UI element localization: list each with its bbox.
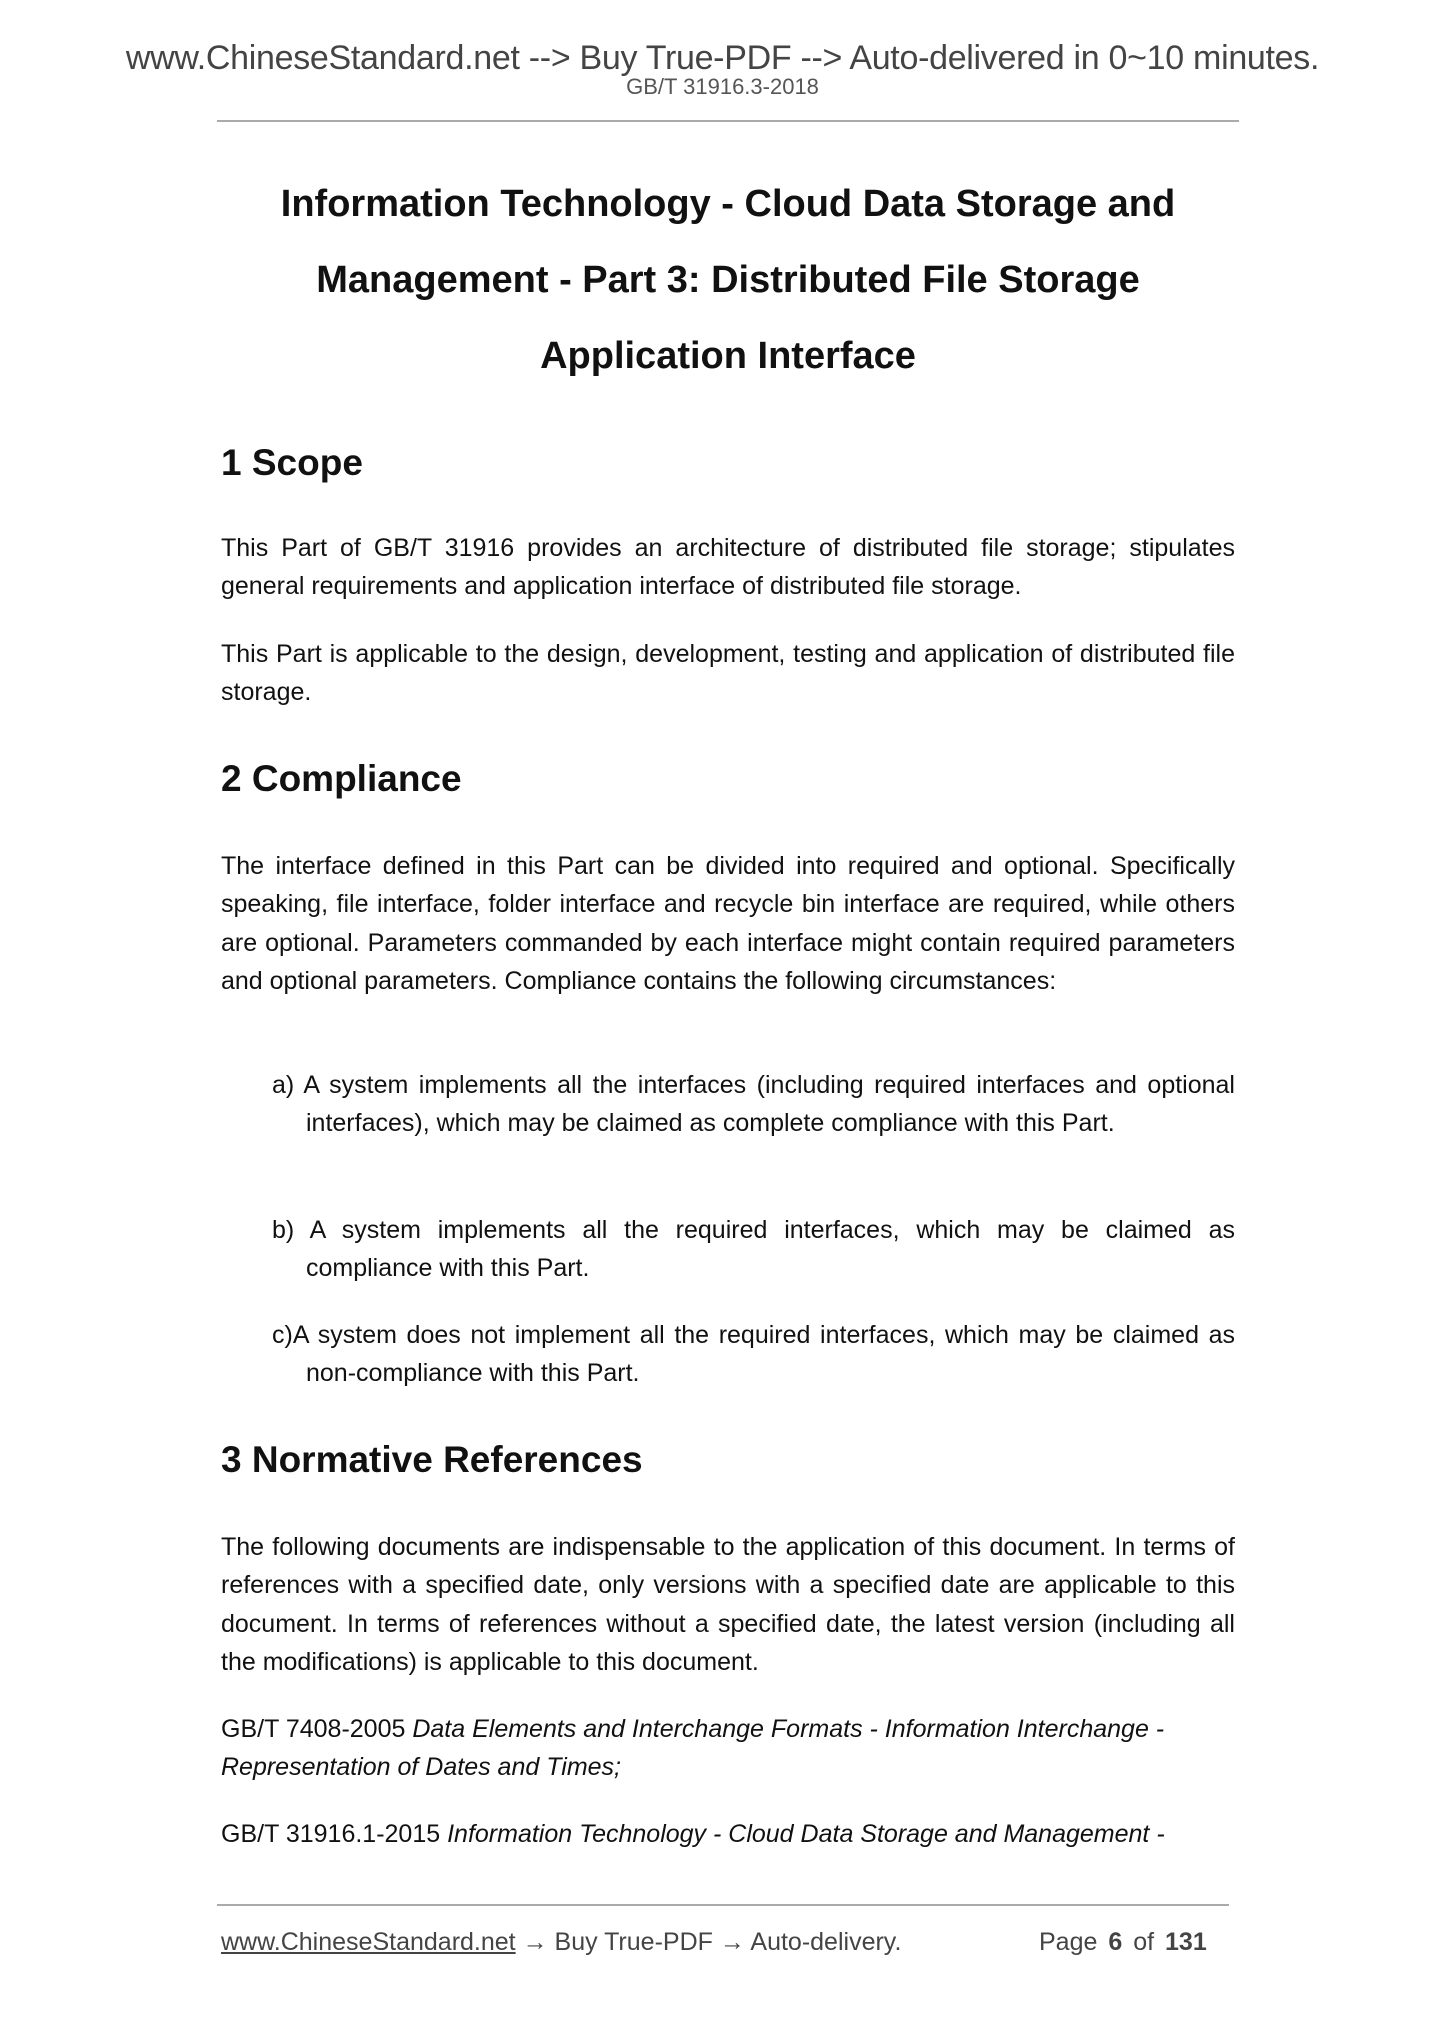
reference-title: Information Technology - Cloud Data Storage and Management - (447, 1820, 1165, 1848)
compliance-item-c (272, 1316, 1235, 1393)
title-line-2: Management - Part 3: Distributed File Storage (316, 259, 1140, 301)
references-paragraph: The following documents are indispensable to the application of this document. In terms of references with a specified date, only versions with a specified date are applicable to this document. In terms of references without a specified date, the latest version (including all the modifications) is applicable to this document. (221, 1533, 1235, 1676)
document-code: GB/T 31916.3-2018 (626, 74, 819, 99)
item-text: A system does not implement all the required interfaces, which may be claimed as non-compliance with this Part. (292, 1321, 1235, 1388)
item-text: A system implements all the required interfaces, which may be claimed as compliance with this Part. (306, 1216, 1235, 1283)
section-heading-compliance: 2 Compliance (221, 758, 462, 799)
reference-code: GB/T 31916.1-2015 (221, 1820, 441, 1848)
title-line-3: Application Interface (540, 335, 916, 377)
footer-divider (217, 1904, 1229, 1906)
compliance-paragraph: The interface defined in this Part can be divided into required and optional. Specifically speaking, file interface, folder interface and recycle bin interface are required, while others are optional. Parameters commanded by each interface might contain required parameters and optional parameters. Compliance contains the following circumstances: (221, 852, 1235, 995)
item-marker: b) (272, 1216, 295, 1244)
page-indicator (1039, 1925, 1207, 1959)
footer-link[interactable]: www.ChineseStandard.net (221, 1928, 516, 1956)
scope-paragraph-2: This Part is applicable to the design, development, testing and application of distributed file storage. (221, 640, 1235, 707)
page-label: Page (1039, 1928, 1098, 1956)
compliance-item-b (272, 1211, 1235, 1288)
header-divider (217, 120, 1239, 122)
compliance-item-a (272, 1066, 1235, 1143)
title-line-1: Information Technology - Cloud Data Storage and (280, 183, 1176, 225)
scope-paragraph-1: This Part of GB/T 31916 provides an architecture of distributed file storage; stipulates general requirements and application interface of distributed file storage. (221, 534, 1235, 601)
footer-promo (221, 1925, 901, 1959)
footer-text: → Buy True-PDF → Auto-delivery. (515, 1928, 902, 1956)
reference-code: GB/T 7408-2005 (221, 1715, 406, 1743)
item-marker: a) (272, 1071, 295, 1099)
page-total: 131 (1165, 1928, 1207, 1956)
top-banner: www.ChineseStandard.net --> Buy True-PDF --> Auto-delivered in 0~10 minutes. (125, 39, 1320, 77)
reference-item (221, 1815, 1235, 1853)
reference-title: Data Elements and Interchange Formats - Information Interchange - Representation of Dates and Times; (221, 1715, 1165, 1782)
section-heading-scope: 1 Scope (221, 442, 363, 483)
of-label: of (1133, 1928, 1155, 1956)
reference-item (221, 1710, 1235, 1787)
item-text: A system implements all the interfaces (including required interfaces and optional interfaces), which may be claimed as complete compliance with this Part. (303, 1071, 1235, 1138)
item-marker: c) (272, 1321, 293, 1349)
document-title (221, 166, 1235, 394)
page-number: 6 (1108, 1928, 1123, 1956)
section-heading-references: 3 Normative References (221, 1439, 643, 1480)
